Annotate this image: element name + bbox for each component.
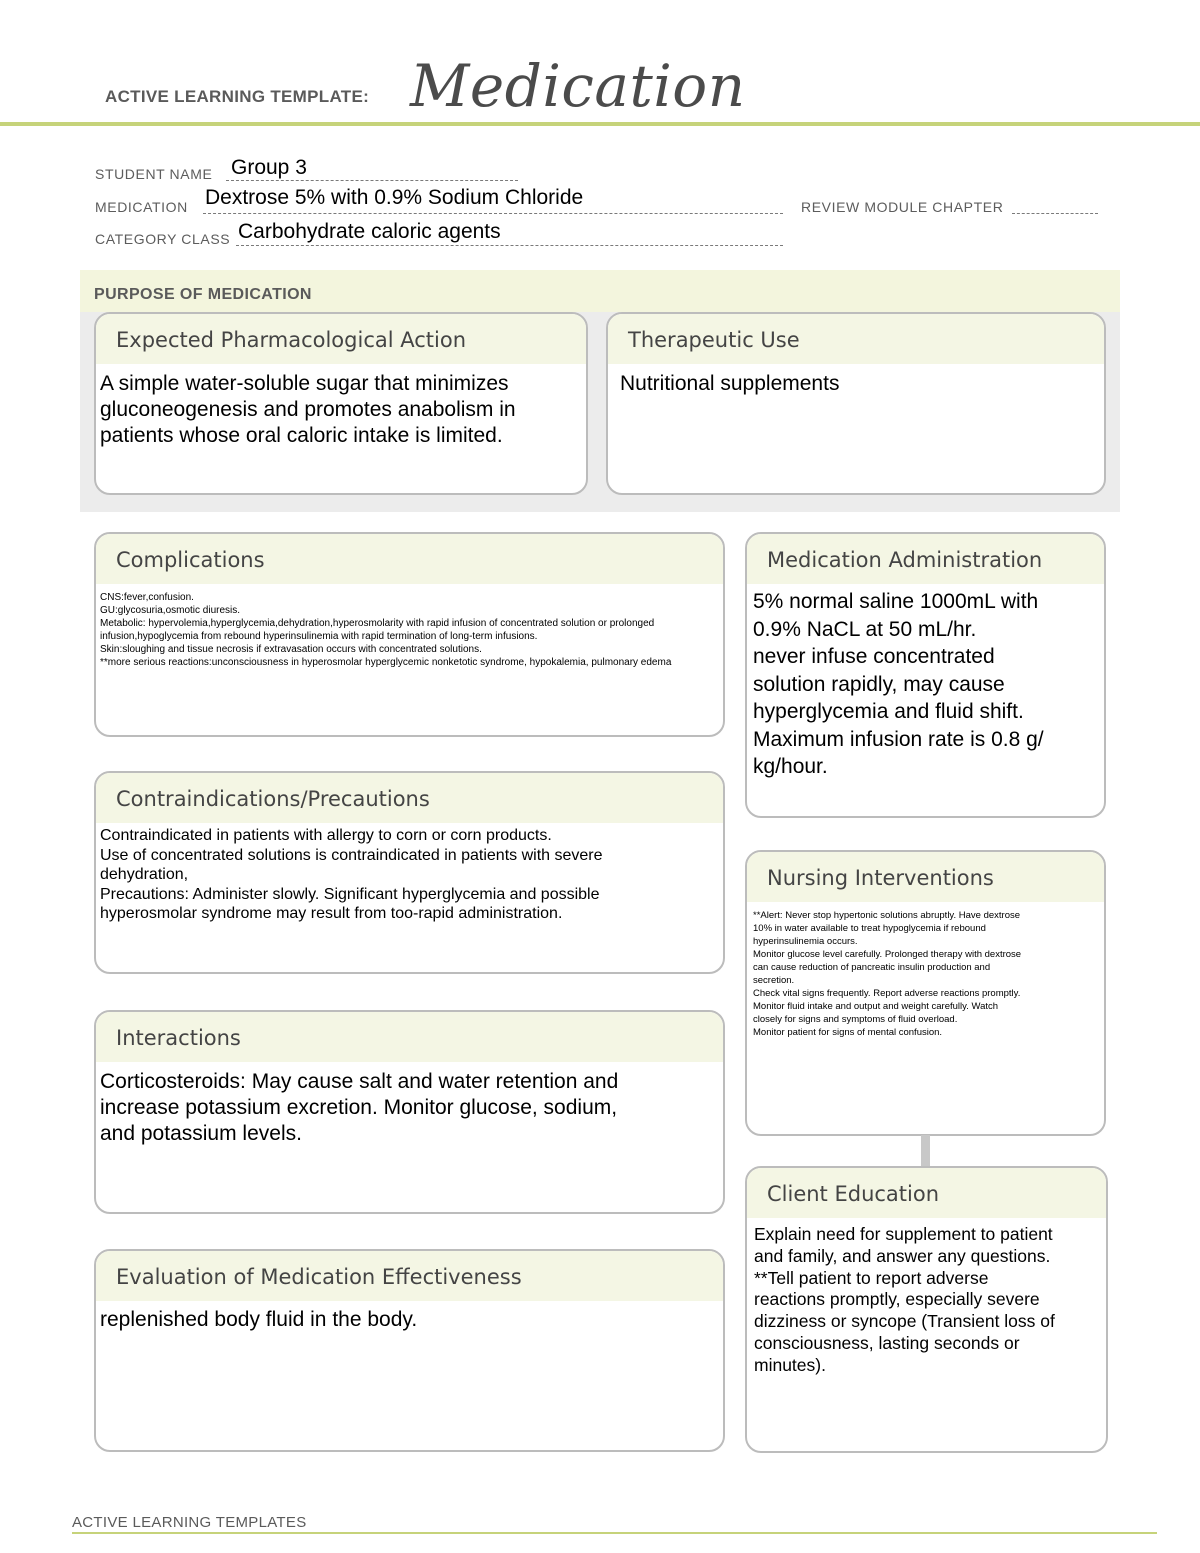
text-line: never infuse concentrated [753,645,995,668]
text-line: Metabolic: hypervolemia,hyperglycemia,dehydration,hyperosmolarity with rapid infusion of concentrated solution or prolonged infusion,hypoglycemia from rebound hyperinsulinemia with rapid termination of long-term infusions. [100,618,655,642]
text-line: reactions promptly, especially severe [754,1289,1040,1310]
nursing-interventions-card [745,850,1106,1136]
complications-card [94,532,725,737]
text-line: Maximum infusion rate is 0.8 g/ [753,727,1044,751]
medication-administration-header [747,534,1104,584]
text-line: hyperinsulinemia occurs. [753,936,858,947]
medication-field[interactable]: Dextrose 5% with 0.9% Sodium Chloride [205,186,584,209]
category-class-line [236,245,783,246]
text-line: Skin:sloughing and tissue necrosis if extravasation occurs with concentrated solutions. [100,644,482,655]
client-education-title: Client Education [767,1182,940,1206]
medication-line [203,213,783,214]
header-divider [0,122,1200,126]
evaluation-text[interactable]: replenished body fluid in the body. [100,1308,418,1331]
text-line: dizziness or syncope (Transient loss of [754,1311,1055,1332]
purpose-title: PURPOSE OF MEDICATION [94,286,312,303]
evaluation-card [94,1249,725,1452]
student-name-label: STUDENT NAME [95,166,213,182]
text-line: Monitor patient for signs of mental confusion. [753,1027,943,1038]
text-line: 0.9% NaCL at 50 mL/hr. [753,617,977,641]
text-line: increase potassium excretion. Monitor glucose, sodium, [100,1096,618,1119]
expected-action-header [96,314,586,364]
expected-action-title: Expected Pharmacological Action [116,328,467,352]
student-name-field[interactable]: Group 3 [231,156,307,179]
medication-administration-text[interactable] [753,588,1096,781]
text-line: can cause reduction of pancreatic insulin production and [753,962,991,973]
text-line: CNS:fever,confusion. [100,592,194,603]
text-line: minutes). [754,1354,826,1375]
text-line: hyperosmolar syndrome may result from too-rapid administration. [100,905,563,922]
complications-title: Complications [116,548,265,572]
text-line: 10% in water available to treat hypoglycemia if rebound [753,923,986,934]
contraindications-title: Contraindications/Precautions [116,787,430,811]
therapeutic-use-card [606,312,1106,495]
client-education-card [745,1166,1108,1453]
text-line: Monitor fluid intake and output and weight carefully. Watch [753,1001,999,1012]
footer-divider [72,1532,1157,1534]
text-line: closely for signs and symptoms of fluid overload. [753,1014,958,1025]
review-module-line [1012,213,1098,214]
interactions-title: Interactions [116,1026,241,1050]
text-line: dehydration, [100,866,189,883]
student-name-line [226,180,518,181]
medication-administration-card [745,532,1106,818]
category-class-label: CATEGORY CLASS [95,231,231,247]
text-line: solution rapidly, may cause [753,672,1005,696]
expected-action-card [94,312,588,495]
client-education-header [747,1168,1106,1218]
interactions-text[interactable] [100,1069,715,1147]
evaluation-header [96,1251,723,1301]
contraindications-header [96,773,723,823]
text-line: kg/hour. [753,755,828,778]
interactions-card [94,1010,725,1214]
page-title: Medication [410,52,746,120]
evaluation-title: Evaluation of Medication Effectiveness [116,1265,522,1289]
text-line: Check vital signs frequently. Report adverse reactions promptly. [753,988,1021,999]
text-line: Corticosteroids: May cause salt and water retention and [100,1070,619,1093]
text-line: Precautions: Administer slowly. Significant hyperglycemia and possible [100,885,600,903]
contraindications-text[interactable] [100,826,715,924]
therapeutic-use-header [608,314,1104,364]
text-line: GU:glycosuria,osmotic diuresis. [100,605,241,616]
nursing-interventions-title: Nursing Interventions [767,866,994,890]
text-line: Explain need for supplement to patient [754,1224,1053,1244]
therapeutic-use-text[interactable]: Nutritional supplements [620,372,840,395]
text-line: Monitor glucose level carefully. Prolonged therapy with dextrose [753,949,1022,960]
nursing-interventions-text[interactable] [753,909,1096,1039]
category-class-field[interactable]: Carbohydrate caloric agents [238,220,501,243]
text-line: secretion. [753,975,795,986]
complications-header [96,534,723,584]
footer-label: ACTIVE LEARNING TEMPLATES [72,1514,307,1531]
template-label: ACTIVE LEARNING TEMPLATE: [105,87,370,106]
review-module-label: REVIEW MODULE CHAPTER [801,199,1004,215]
card-connector [921,1135,930,1166]
nursing-interventions-header [747,852,1104,902]
text-line: and potassium levels. [100,1122,302,1145]
client-education-text[interactable] [754,1224,1098,1377]
text-line: hyperglycemia and fluid shift. [753,700,1024,723]
medication-label: MEDICATION [95,199,188,215]
text-line: consciousness, lasting seconds or [754,1332,1020,1353]
medication-administration-title: Medication Administration [767,548,1043,572]
text-line: **more serious reactions:unconsciousness in hyperosmolar hyperglycemic nonketotic syndrome, hypokalemia, pulmonary edema [100,657,672,668]
therapeutic-use-title: Therapeutic Use [628,328,800,352]
interactions-header [96,1012,723,1062]
text-line: and family, and answer any questions. [754,1245,1051,1266]
text-line: **Tell patient to report adverse [754,1267,989,1288]
text-line: 5% normal saline 1000mL with [753,590,1039,613]
text-line: Use of concentrated solutions is contraindicated in patients with severe [100,846,603,864]
text-line: **Alert: Never stop hypertonic solutions abruptly. Have dextrose [753,910,1021,921]
contraindications-card [94,771,725,974]
text-line: Contraindicated in patients with allergy to corn or corn products. [100,827,552,844]
expected-action-text[interactable]: A simple water-soluble sugar that minimizes gluconeogenesis and promotes anabolism in patients whose oral caloric intake is limited. [100,372,516,447]
complications-text[interactable] [100,591,715,669]
